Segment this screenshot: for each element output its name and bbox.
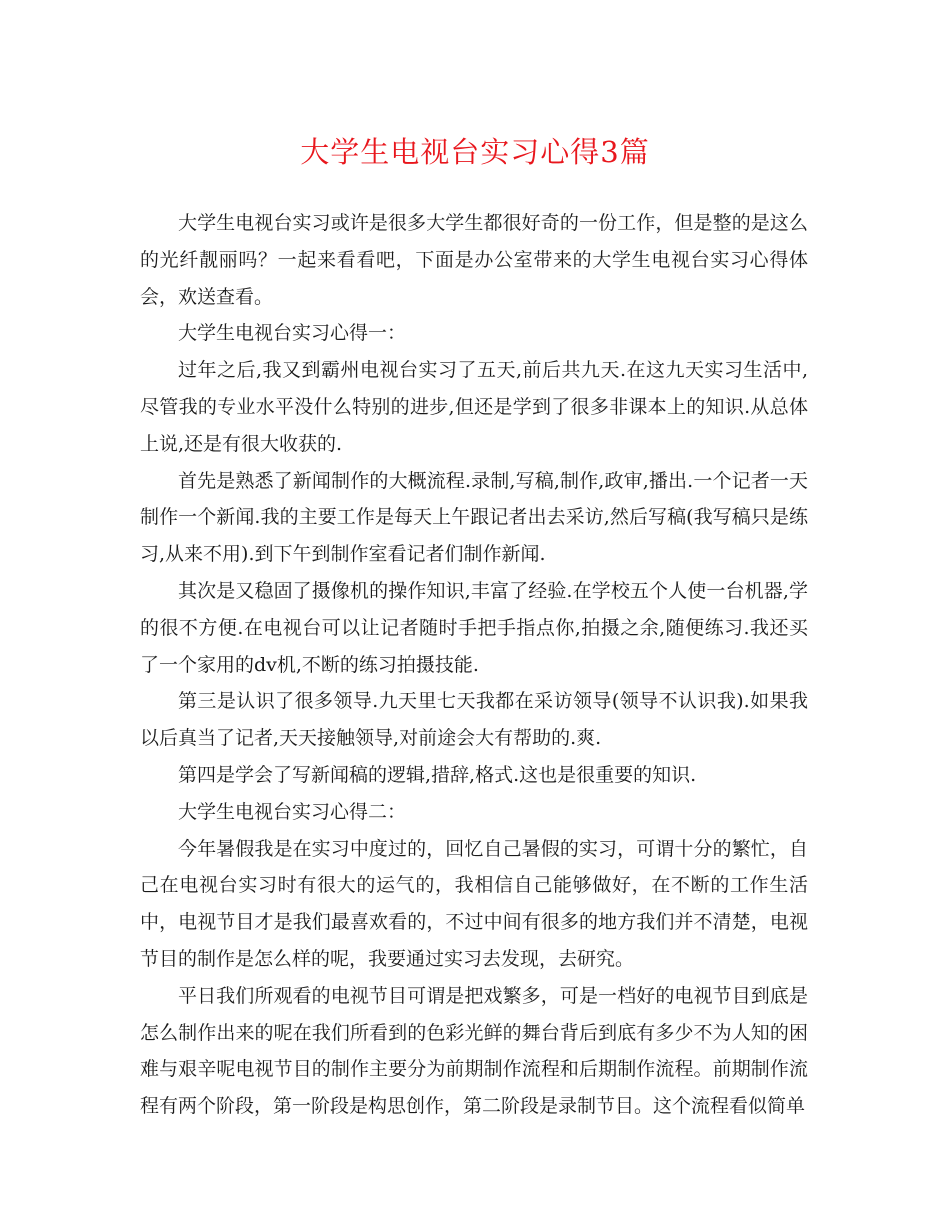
section-heading-2: 大学生电视台实习心得二： <box>178 800 407 823</box>
paragraph-intro: 大学生电视台实习或许是很多大学生都很好奇的一份工作，但是整的是这么的光纤靓丽吗？一起来看看吧，下面是办公室带来的大学生电视台实习心得体会，欢送查看。 <box>140 212 808 308</box>
document-body <box>140 205 808 1125</box>
document-title: 大学生电视台实习心得3篇 <box>300 135 650 169</box>
paragraph: 其次是又稳固了摄像机的操作知识,丰富了经验.在学校五个人使一台机器,学的很不方便.在电视台可以让记者随时手把手指点你,拍摄之余,随便练习.我还买了一个家用的dv机,不断的练习拍摄技能. <box>140 579 808 676</box>
paragraph: 过年之后,我又到霸州电视台实习了五天,前后共九天.在这九天实习生活中,尽管我的专业水平没什么特别的进步,但还是学到了很多非课本上的知识.从总体上说,还是有很大收获的. <box>140 359 808 455</box>
paragraph: 今年暑假我是在实习中度过的，回忆自己暑假的实习，可谓十分的繁忙，自己在电视台实习时有很大的运气的，我相信自己能够做好，在不断的工作生活中，电视节目才是我们最喜欢看的，不过中间有很多的地方我们并不清楚，电视节目的制作是怎么样的呢，我要通过实习去发现，去研究。 <box>140 837 808 970</box>
paragraph: 平日我们所观看的电视节目可谓是把戏繁多，可是一档好的电视节目到底是怎么制作出来的呢在我们所看到的色彩光鲜的舞台背后到底有多少不为人知的困难与艰辛呢电视节目的制作主要分为前期制作流程和后期制作流程。前期制作流程有两个阶段，第一阶段是构思创作，第二阶段是录制节目。这个流程看似简单 <box>140 984 808 1118</box>
paragraph: 首先是熟悉了新闻制作的大概流程.录制,写稿,制作,政审,播出.一个记者一天制作一个新闻.我的主要工作是每天上午跟记者出去采访,然后写稿(我写稿只是练习,从来不用).到下午到制作室看记者们制作新闻. <box>140 469 808 566</box>
paragraph: 第三是认识了很多领导.九天里七天我都在采访领导(领导不认识我).如果我以后真当了记者,天天接触领导,对前途会大有帮助的.爽. <box>140 690 808 750</box>
paragraph: 第四是学会了写新闻稿的逻辑,措辞,格式.这也是很重要的知识. <box>178 763 697 786</box>
section-heading-1: 大学生电视台实习心得一： <box>178 322 407 345</box>
